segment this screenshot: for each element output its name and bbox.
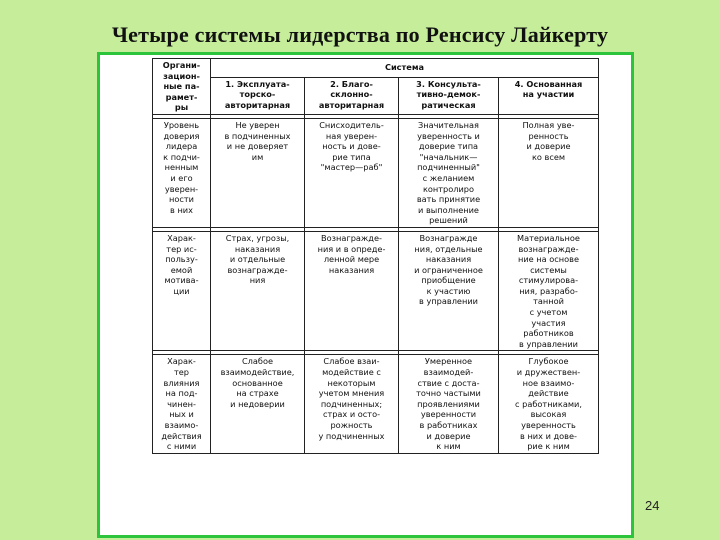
corner-header: Органи- зацион- ные па- рамет- ры	[153, 59, 211, 115]
row-parameter: Харак- тер влияния на под- чинен- ных и взаимо- действия с ними	[153, 355, 211, 453]
table-cell: Умеренное взаимодей- ствие с доста- точно частыми проявлениями уверенности в работниках и доверие к ним	[399, 355, 499, 453]
table-cell: Значительная уверенность и доверие типа "начальник— подчиненный" с желанием контролиро вать принятие и выполнение решений	[399, 118, 499, 227]
row-parameter: Харак- тер ис- пользу- емой мотива- ции	[153, 231, 211, 351]
table-row-influence	[153, 355, 599, 453]
system-group-header: Система	[211, 59, 599, 78]
table-cell: Вознагражде- ния и в опреде- ленной мере наказания	[305, 231, 399, 351]
table-cell: Слабое взаи- модействие с некоторым учетом мнения подчиненных; страх и осто- рожность у подчиненных	[305, 355, 399, 453]
table-cell: Слабое взаимодействие, основанное на страхе и недоверии	[211, 355, 305, 453]
table-cell: Не уверен в подчиненных и не доверяет им	[211, 118, 305, 227]
column-header-1: 1. Эксплуата- торско- авторитарная	[211, 77, 305, 114]
column-header-3: 3. Консульта- тивно-демок- ратическая	[399, 77, 499, 114]
table-cell: Вознагражде ния, отдельные наказания и ограниченное приобщение к участию в управлении	[399, 231, 499, 351]
table-row-trust	[153, 118, 599, 227]
table-cell: Глубокое и дружествен- ное взаимо- действие с работниками, высокая уверенность в них и дове- рие к ним	[499, 355, 599, 453]
page-number: 24	[645, 498, 660, 513]
column-header-4: 4. Основанная на участии	[499, 77, 599, 114]
column-header-2: 2. Благо- склонно- авторитарная	[305, 77, 399, 114]
table-cell: Полная уве- ренность и доверие ко всем	[499, 118, 599, 227]
page-title: Четыре системы лидерства по Ренсису Лайкерту	[111, 22, 609, 47]
table-container	[152, 58, 598, 520]
row-parameter: Уровень доверия лидера к подчи- ненным и его уверен- ности в них	[153, 118, 211, 227]
table-cell: Снисходитель- ная уверен- ность и дове- рие типа "мастер—раб"	[305, 118, 399, 227]
leadership-systems-table	[152, 58, 599, 454]
table-cell: Материальное вознагражде- ние на основе системы стимулирова- ния, разрабо- танной с учетом участия работников в управлении	[499, 231, 599, 351]
table-group-header-row	[153, 59, 599, 78]
table-cell: Страх, угрозы, наказания и отдельные вознагражде- ния	[211, 231, 305, 351]
table-row-motivation	[153, 231, 599, 351]
table-column-header-row	[153, 77, 599, 114]
